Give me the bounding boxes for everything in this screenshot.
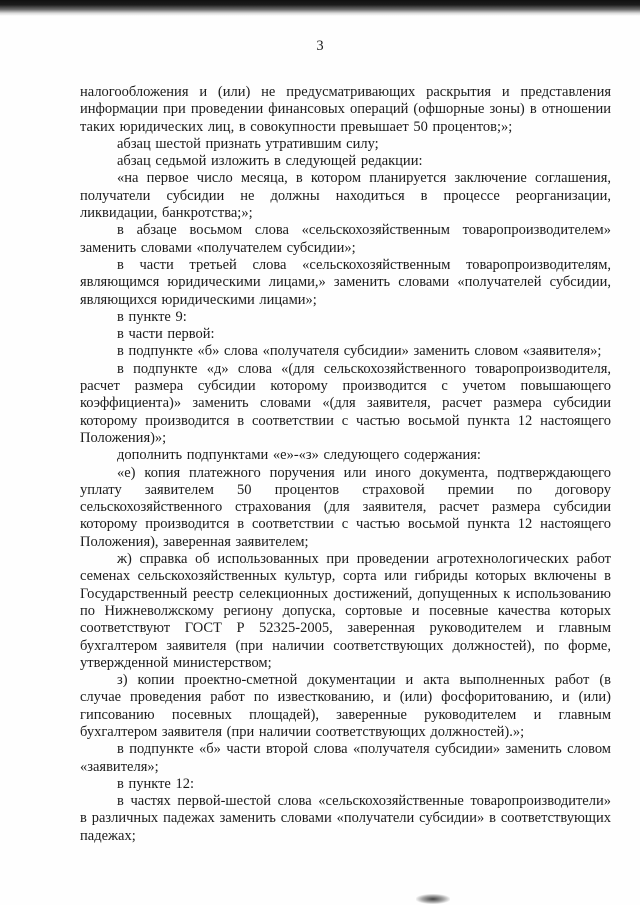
paragraph: абзац седьмой изложить в следующей редакции:	[117, 153, 423, 170]
scan-artifact-top-strip	[0, 0, 640, 16]
paragraph: налогообложения и (или) не предусматривающих раскрытия и представления информации при проведении финансовых операций (офшорные зоны) в отношении таких юридических лиц, в совокупности превышает 50 процентов;»;	[80, 84, 611, 135]
paragraph: «е) копия платежного поручения или иного документа, подтверждающего уплату заявителем 50 процентов страховой премии по договору сельскохозяйственного страхования (для заявителя, расчет размера субсидии которому производится в соответствии с частью восьмой пункта 12 настоящего Положения), заверенная заявителем;	[80, 464, 611, 550]
paragraph: в частях первой-шестой слова «сельскохозяйственные товаропроизводители» в различных падежах заменить словами «получатели субсидии» в соответствующих падежах;	[80, 793, 611, 844]
paragraph: в пункте 12:	[117, 775, 195, 792]
page-number: 3	[316, 38, 324, 54]
paragraph: «на первое число месяца, в котором планируется заключение соглашения, получатели субсидии не должны находиться в процессе реорганизации, ликвидации, банкротства;»;	[80, 170, 611, 222]
paragraph: в подпункте «б» части второй слова «получателя субсидии» заменить словом «заявителя»;	[80, 741, 611, 775]
scan-artifact-bottom-smudge	[416, 894, 450, 904]
paragraph: в части третьей слова «сельскохозяйственным товаропроизводителям, являющимся юридическими лицами,» заменить словами «получателей субсидии, являющихся юридическими лицами»;	[80, 256, 611, 308]
paragraph: в абзаце восьмом слова «сельскохозяйственным товаропроизводителем» заменить словами «получателем субсидии»;	[80, 222, 611, 256]
paragraph: в пункте 9:	[117, 308, 187, 325]
paragraph: в подпункте «б» слова «получателя субсидии» заменить словом «заявителя»;	[117, 343, 602, 360]
paragraph: з) копии проектно-сметной документации и акта выполненных работ (в случае проведения работ по известкованию, и (или) фосфоритованию, и (или) гипсованию посевных площадей), заверенные руководителем и главным бухгалтером заявителя (при наличии соответствующих должностей).»;	[80, 672, 611, 740]
paragraph: в части первой:	[117, 326, 215, 343]
paragraph: ж) справка об использованных при проведении агротехнологических работ семенах сельскохозяйственных культур, сорта или гибриды которых включены в Государственный реестр селекционных достижений, допущенных к использованию по Нижневолжскому региону допуска, сортовые и посевные качества которых соответствуют ГОСТ Р 52325-2005, заверенная руководителем и главным бухгалтером заявителя (при наличии соответствующих должностей), по форме, утвержденной министерством;	[80, 551, 611, 671]
paragraph: в подпункте «д» слова «(для сельскохозяйственного товаропроизводителя, расчет размера субсидии которому производится с учетом повышающего коэффициента)» заменить словами «(для заявителя, расчет размера субсидии которому производится в соответствии с частью восьмой пункта 12 настоящего Положения)»;	[80, 360, 611, 446]
document-body	[80, 84, 611, 845]
paragraph: абзац шестой признать утратившим силу;	[117, 135, 379, 152]
paragraph: дополнить подпунктами «е»-«з» следующего содержания:	[117, 447, 481, 464]
